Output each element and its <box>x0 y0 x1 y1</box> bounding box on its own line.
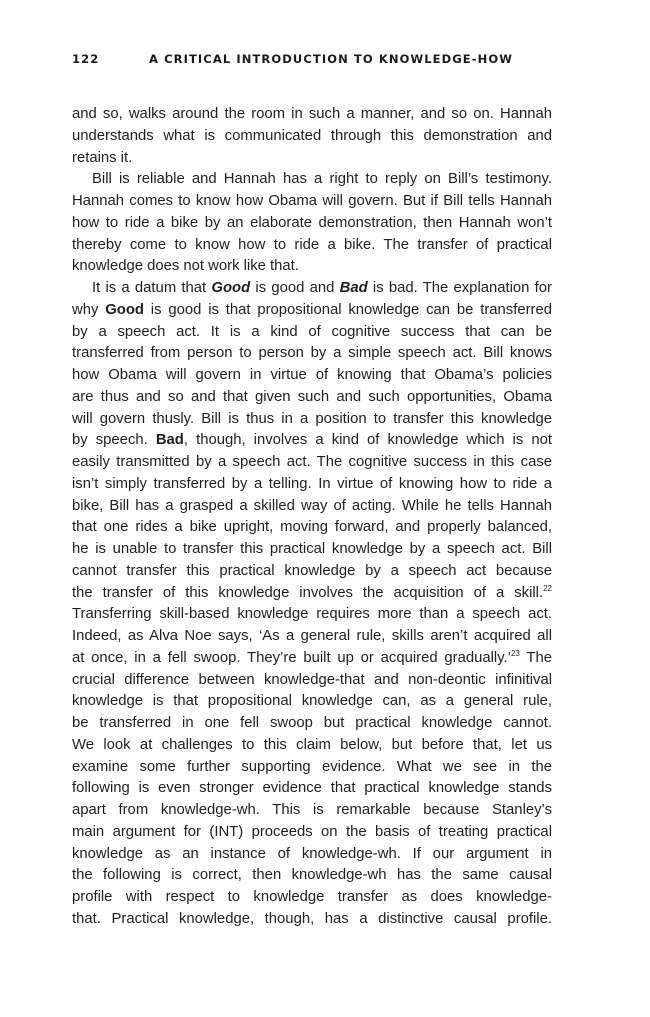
text-line: bike, Bill has a grasped a skilled way of acting. While he tells Hannah <box>72 497 552 514</box>
text-line: are thus and so and that given such and such opportunities, Obama <box>72 388 552 405</box>
bold-good: Good <box>105 301 144 318</box>
text-line: main argument for (INT) proceeds on the basis of treating practical <box>72 823 552 840</box>
page-number: 122 <box>72 52 100 66</box>
text-run: at once, in a fell swoop. They’re built up or acquired gradually.’ <box>72 649 511 666</box>
text-line: knowledge does not work like that. <box>72 258 299 275</box>
text-line: be transferred in one fell swoop but practical knowledge cannot. <box>72 715 552 731</box>
text-run: , though, involves a kind of knowledge which is not <box>183 432 552 449</box>
text-run: is bad. The explanation for <box>367 280 552 296</box>
footnote-ref[interactable]: 23 <box>510 648 520 658</box>
text-line: by a speech act. It is a kind of cognitive success that can be <box>72 323 552 340</box>
text-line: understands what is communicated through this demonstration and <box>72 127 552 144</box>
text-line: will govern thusly. Bill is thus in a position to transfer this knowledge <box>72 410 552 427</box>
text-line: knowledge as an instance of knowledge-wh. If our argument in <box>72 845 552 862</box>
text-run: is good and <box>250 280 340 296</box>
text-line: the following is correct, then knowledge-wh has the same causal <box>72 867 552 884</box>
text-line: apart from knowledge-wh. This is remarkable because Stanley’s <box>72 802 552 818</box>
text-line: that one rides a bike upright, moving forward, and properly balanced, <box>72 519 552 536</box>
paragraph-1 <box>72 104 552 169</box>
bold-bad: Bad <box>155 432 184 449</box>
text-line: that. Practical knowledge, though, has a distinctive causal profile. <box>72 910 552 927</box>
text-line: Indeed, as Alva Noe says, ‘As a general rule, skills aren’t acquired all <box>72 628 552 644</box>
text-line: easily transmitted by a speech act. The cognitive success in this case <box>72 454 552 470</box>
text-line: knowledge is that propositional knowledge can, as a general rule, <box>72 693 552 710</box>
text-line: examine some further supporting evidence. What we see in the <box>72 758 552 775</box>
text-line <box>72 648 552 670</box>
text-line: transferred from person to person by a simple speech act. Bill knows <box>72 345 552 362</box>
emphasis-bad: Bad <box>339 280 368 296</box>
text-run: why <box>72 301 106 318</box>
text-line: and so, walks around the room in such a manner, and so on. Hannah <box>72 106 552 122</box>
paragraph-3 <box>72 278 552 931</box>
text-line <box>72 583 552 605</box>
text-line: how Obama will govern in virtue of knowing that Obama’s policies <box>72 367 552 383</box>
text-line <box>72 430 552 452</box>
emphasis-good: Good <box>211 280 251 296</box>
text-line: Bill is reliable and Hannah has a right to reply on Bill’s testimony. <box>92 171 552 188</box>
text-run: It is a datum that <box>92 280 212 296</box>
text-line: We look at challenges to this claim below, but before that, let us <box>72 736 552 753</box>
paragraph-2 <box>72 169 552 278</box>
text-line: how to ride a bike by an elaborate demonstration, then Hannah won’t <box>72 214 552 231</box>
text-line: isn’t simply transferred by a telling. In virtue of knowing how to ride a <box>72 475 552 492</box>
footnote-ref[interactable]: 22 <box>543 583 552 593</box>
text-run: is good is that propositional knowledge can be transferred <box>143 301 552 318</box>
text-line: crucial difference between knowledge-that and non-deontic infinitival <box>72 671 552 688</box>
text-line: thereby come to know how to ride a bike. The transfer of practical <box>72 236 552 253</box>
text-line: Hannah comes to know how Obama will govern. But if Bill tells Hannah <box>72 193 552 209</box>
text-line <box>72 278 552 300</box>
text-line: he is unable to transfer this practical knowledge by a speech act. Bill <box>72 541 552 557</box>
text-line: retains it. <box>72 149 133 166</box>
text-line: Transferring skill-based knowledge requires more than a speech act. <box>72 606 552 623</box>
text-line: profile with respect to knowledge transfer as does knowledge- <box>72 889 552 905</box>
text-run: by speech. <box>72 432 156 449</box>
running-header <box>72 52 552 70</box>
text-run: The <box>519 649 553 666</box>
body-text <box>72 104 552 931</box>
text-run: the transfer of this knowledge involves the acquisition of a skill. <box>72 584 544 601</box>
text-line: cannot transfer this practical knowledge by a speech act because <box>72 562 552 579</box>
book-title: A CRITICAL INTRODUCTION TO KNOWLEDGE-HOW <box>149 52 514 66</box>
text-line: following is even stronger evidence that practical knowledge stands <box>72 780 552 797</box>
text-line <box>72 300 552 322</box>
